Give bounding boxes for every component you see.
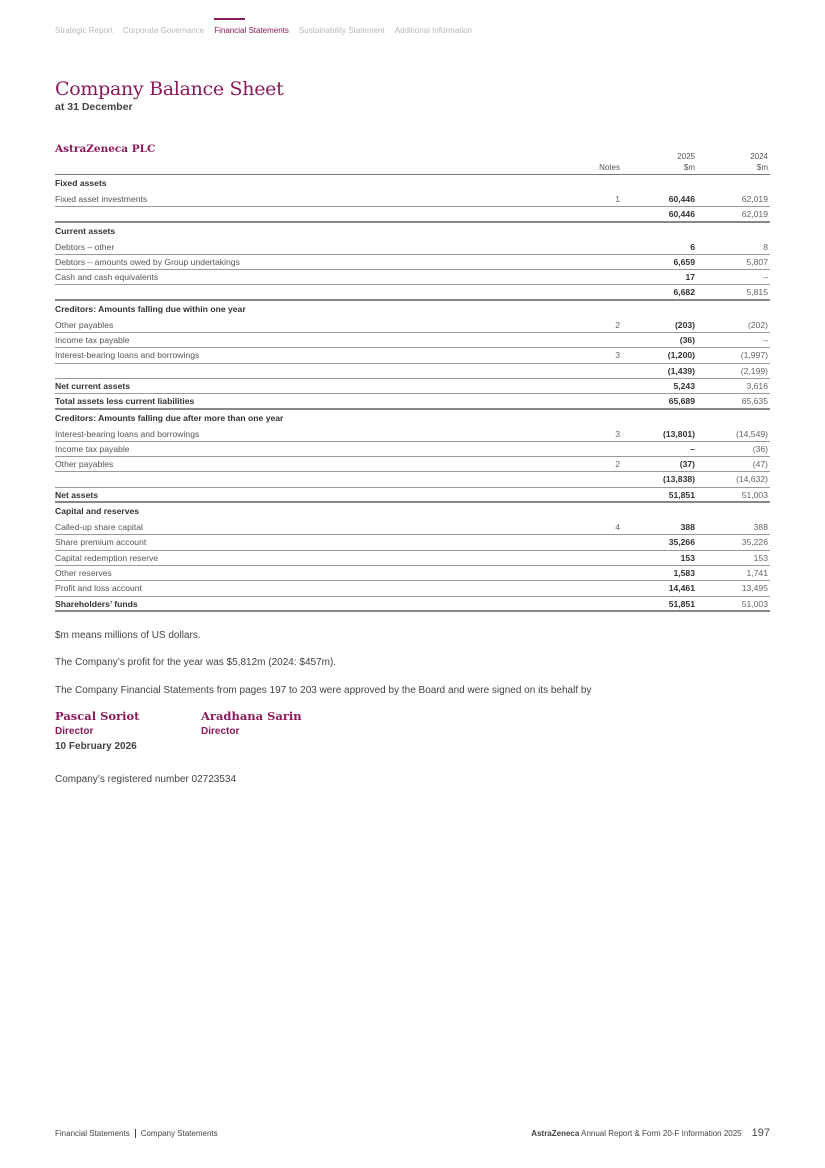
table-row: [55, 333, 770, 348]
col-header-2024: [728, 151, 768, 173]
row-label: Total assets less current liabilities: [55, 396, 195, 407]
row-label: Creditors: Amounts falling due within one year: [55, 303, 246, 314]
table-row: [55, 551, 770, 566]
row-label: Debtors – other: [55, 241, 115, 252]
col-year: 2024: [750, 152, 768, 161]
nav-additional-information[interactable]: Additional Information: [394, 26, 473, 35]
total-row: [55, 207, 770, 222]
value-2025: (36): [679, 335, 695, 346]
value-2024: (36): [752, 443, 768, 454]
value-2025: 388: [680, 522, 695, 533]
note-approval: The Company Financial Statements from pages 197 to 203 were approved by the Board and were signed on its behalf by: [55, 685, 592, 696]
row-label: Capital redemption reserve: [55, 552, 159, 563]
value-2025: 153: [680, 552, 695, 563]
row-label: Income tax payable: [55, 335, 130, 346]
note-profit: The Company’s profit for the year was $5,812m (2024: $457m).: [55, 657, 337, 668]
section-heading-row: [55, 223, 770, 240]
total-row: [55, 285, 770, 300]
note-ref: 2: [615, 319, 620, 330]
signatory: [55, 709, 139, 754]
value-2025: 6,659: [673, 256, 695, 267]
total-row: [55, 488, 770, 503]
signature-date: 10 February 2026: [55, 741, 137, 752]
footer-brand: AstraZeneca: [531, 1129, 580, 1138]
col-unit: $m: [683, 163, 695, 172]
value-2024: 5,807: [746, 256, 768, 267]
page-subtitle: at 31 December: [55, 101, 133, 113]
table-row: [55, 581, 770, 596]
value-2025: 5,243: [673, 380, 695, 391]
footer-report-title: Annual Report & Form 20-F Information 2025: [579, 1129, 742, 1138]
row-label: Creditors: Amounts falling due after more than one year: [55, 412, 284, 423]
note-ref: 3: [615, 428, 620, 439]
value-2025: 6,682: [673, 287, 695, 298]
value-2025: 60,446: [668, 209, 695, 220]
value-2024: (14,549): [735, 428, 768, 439]
value-2025: (203): [674, 319, 695, 330]
signatory-role: Director: [201, 726, 240, 737]
nav-financial-statements[interactable]: Financial Statements: [214, 26, 289, 35]
value-2025: 6: [690, 241, 695, 252]
value-2024: 65,635: [741, 396, 768, 407]
value-2025: 14,461: [668, 583, 695, 594]
signatory-role: Director: [55, 726, 94, 737]
value-2025: (1,200): [667, 350, 695, 361]
value-2024: (202): [747, 319, 768, 330]
col-header-2025: [655, 151, 695, 173]
value-2024: 13,495: [741, 583, 768, 594]
section-heading-row: [55, 503, 770, 520]
value-2025: (1,439): [667, 365, 695, 376]
table-row: [55, 520, 770, 535]
table-row: [55, 457, 770, 472]
row-label: Other payables: [55, 319, 114, 330]
signatory-name: Pascal Soriot: [55, 709, 140, 723]
value-2024: 8: [763, 241, 768, 252]
value-2025: (13,838): [662, 474, 695, 485]
value-2024: (14,632): [735, 474, 768, 485]
section-heading-row: [55, 175, 770, 192]
table-row: [55, 270, 770, 285]
page-number: 197: [751, 1127, 770, 1139]
value-2025: (37): [679, 459, 695, 470]
row-label: Current assets: [55, 225, 116, 236]
row-label: Called-up share capital: [55, 522, 143, 533]
value-2024: 51,003: [741, 598, 768, 609]
note-ref: 3: [615, 350, 620, 361]
row-label: Capital and reserves: [55, 506, 140, 517]
footer-breadcrumb: [55, 1129, 218, 1138]
footer-subsection[interactable]: Company Statements: [140, 1129, 218, 1138]
total-row: [55, 394, 770, 409]
row-label: Debtors – amounts owed by Group undertakings: [55, 256, 240, 267]
registered-number: Company’s registered number 02723534: [55, 774, 237, 785]
nav-strategic-report[interactable]: Strategic Report: [55, 26, 113, 35]
row-label: Cash and cash equivalents: [55, 272, 159, 283]
value-2024: 5,815: [746, 287, 768, 298]
note-ref: 2: [615, 459, 620, 470]
row-label: Income tax payable: [55, 443, 130, 454]
row-label: Other reserves: [55, 567, 112, 578]
signatory-name: Aradhana Sarin: [201, 709, 302, 723]
table-row: [55, 472, 770, 487]
total-row: [55, 597, 770, 612]
section-heading-row: [55, 410, 770, 427]
value-2024: 3,616: [746, 380, 768, 391]
footer-report: [531, 1127, 770, 1139]
table-row: [55, 535, 770, 550]
value-2024: 1,741: [746, 567, 768, 578]
col-year: 2025: [677, 152, 695, 161]
signatory: [201, 709, 302, 739]
row-label: Interest-bearing loans and borrowings: [55, 350, 200, 361]
table-row: [55, 566, 770, 581]
table-row: [55, 427, 770, 442]
table-row: [55, 240, 770, 255]
value-2024: –: [763, 335, 768, 346]
value-2024: 153: [753, 552, 768, 563]
value-2025: 35,266: [668, 537, 695, 548]
row-label: Interest-bearing loans and borrowings: [55, 428, 200, 439]
value-2024: (2,199): [740, 365, 768, 376]
balance-sheet-table: [55, 174, 770, 612]
value-2025: 60,446: [668, 194, 695, 204]
value-2024: (47): [752, 459, 768, 470]
row-label: Share premium account: [55, 537, 147, 548]
value-2025: 65,689: [668, 396, 695, 407]
note-ref: 1: [615, 194, 620, 204]
section-heading-row: [55, 301, 770, 318]
row-label: Fixed assets: [55, 178, 107, 188]
table-row: [55, 348, 770, 363]
row-label: Profit and loss account: [55, 583, 142, 594]
table-row: [55, 442, 770, 457]
row-label: Net assets: [55, 489, 98, 500]
row-label: Fixed asset investments: [55, 194, 148, 204]
nav-corporate-governance[interactable]: Corporate Governance: [122, 26, 205, 35]
footer-section[interactable]: Financial Statements: [55, 1129, 130, 1138]
value-2025: 17: [685, 272, 695, 283]
col-header-notes: Notes: [599, 163, 620, 172]
value-2024: 51,003: [741, 489, 768, 500]
value-2024: 62,019: [741, 194, 768, 204]
value-2025: 1,583: [673, 567, 695, 578]
value-2025: 51,851: [668, 598, 695, 609]
table-row: [55, 318, 770, 333]
divider: [135, 1129, 136, 1138]
table-row: [55, 255, 770, 270]
table-row: [55, 192, 770, 207]
section-nav: [55, 26, 472, 35]
value-2024: 35,226: [741, 537, 768, 548]
row-label: Net current assets: [55, 380, 130, 391]
value-2024: 62,019: [741, 209, 768, 220]
value-2024: (1,997): [740, 350, 768, 361]
page-title: Company Balance Sheet: [55, 78, 284, 100]
value-2024: 388: [753, 522, 768, 533]
entity-name: AstraZeneca PLC: [55, 143, 156, 155]
value-2025: (13,801): [662, 428, 695, 439]
row-label: Shareholders’ funds: [55, 598, 138, 609]
table-row: [55, 364, 770, 379]
col-unit: $m: [756, 163, 768, 172]
nav-sustainability-statement[interactable]: Sustainability Statement: [298, 26, 385, 35]
note-ref: 4: [615, 522, 620, 533]
row-label: Other payables: [55, 459, 114, 470]
note-units: $m means millions of US dollars.: [55, 630, 201, 641]
table-row: [55, 379, 770, 394]
value-2024: –: [763, 272, 768, 283]
value-2025: 51,851: [668, 489, 695, 500]
value-2025: –: [690, 443, 695, 454]
